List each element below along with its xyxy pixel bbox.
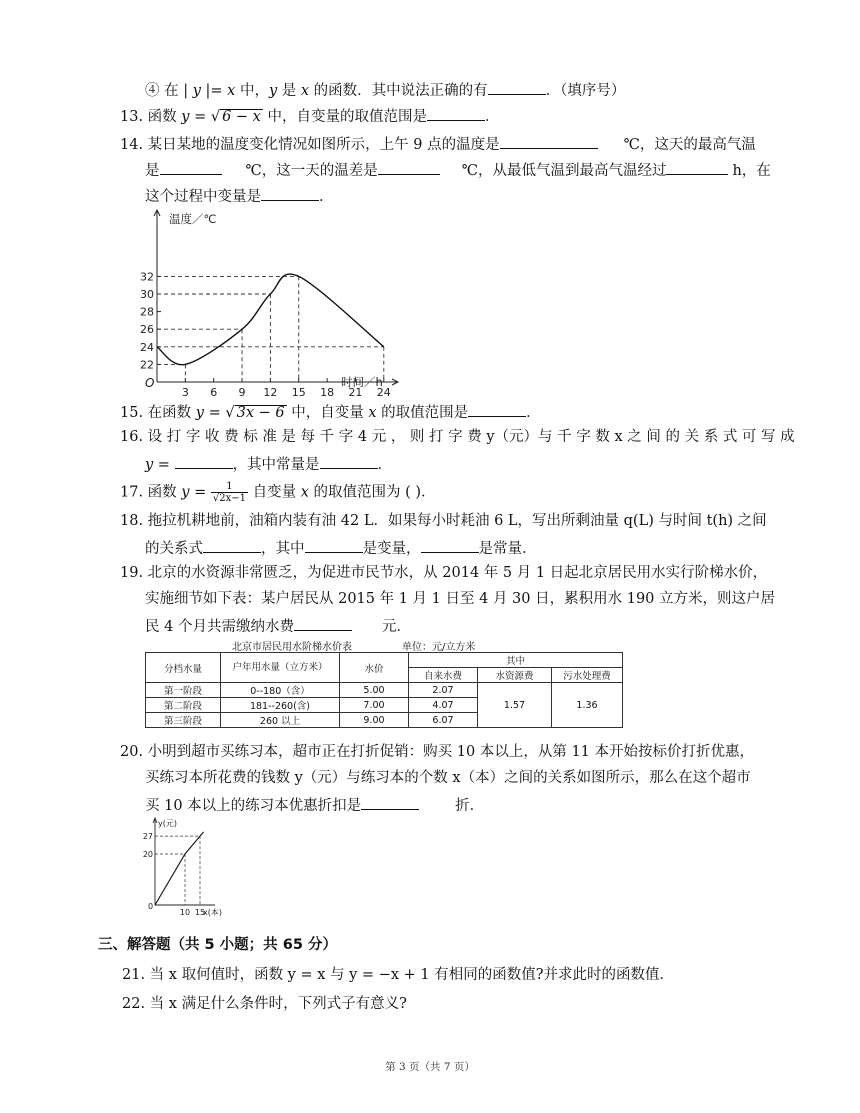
radicand: 3x − 6 bbox=[236, 405, 285, 421]
text: 是常量． bbox=[478, 541, 537, 557]
y-tick-label: 22 bbox=[140, 358, 154, 372]
header-sewage: 污水处理费 bbox=[552, 668, 623, 683]
answer-blank[interactable] bbox=[361, 795, 419, 810]
question-19-line3 bbox=[145, 616, 411, 636]
cell: 第一阶段 bbox=[146, 683, 221, 698]
text: 当 x 满足什么条件时，下列式子有意义? bbox=[145, 996, 407, 1012]
question-20-line1 bbox=[120, 743, 754, 761]
answer-blank[interactable] bbox=[500, 134, 598, 149]
answer-blank[interactable] bbox=[421, 538, 479, 553]
question-14-line2 bbox=[145, 160, 771, 180]
cell: 5.00 bbox=[340, 683, 409, 698]
x-axis-label: 时间／h bbox=[341, 375, 383, 389]
header-level: 分档水量 bbox=[146, 653, 221, 683]
question-16-line1 bbox=[120, 428, 795, 446]
answer-blank[interactable] bbox=[261, 186, 319, 201]
text: 中， bbox=[235, 83, 269, 99]
question-15: 15. 在函数 y = √ 3x − 6 中，自变量 x 的取值范围是 ． bbox=[120, 402, 541, 422]
question-20-line2 bbox=[145, 769, 751, 787]
text: 实施细节如下表：某户居民从 2015 年 1 月 1 日至 4 月 30 日，累积用水 190 立方米，则这户居 bbox=[145, 591, 776, 607]
cell: 第三阶段 bbox=[146, 713, 221, 728]
answer-blank[interactable] bbox=[294, 616, 352, 631]
header-resource: 水资源费 bbox=[478, 668, 552, 683]
text: 是变量， bbox=[362, 541, 421, 557]
text: 设 打 字 收 费 标 准 是 每 千 字 4 元 ， 则 打 字 费 y（元）与 千 字 数 x 之 间 的 关 系 式 可 写 成 bbox=[143, 429, 795, 445]
text: 小明到超市买练习本，超市正在打折促销：购买 10 本以上，从第 11 本开始按标价打折优惠， bbox=[143, 744, 755, 760]
text: 元． bbox=[381, 619, 411, 635]
y-tick-label: 26 bbox=[140, 323, 154, 337]
temperature-chart bbox=[135, 205, 405, 400]
math: y = bbox=[195, 405, 226, 421]
math: x bbox=[227, 83, 236, 99]
question-number: 22. bbox=[122, 996, 146, 1012]
answer-blank[interactable] bbox=[666, 160, 728, 175]
cell: 260 以上 bbox=[221, 713, 340, 728]
cell: 4.07 bbox=[409, 698, 478, 713]
math: y = bbox=[181, 109, 211, 125]
question-number: 13. bbox=[120, 109, 144, 125]
denominator: √2x−1 bbox=[212, 493, 246, 504]
origin-label: 0 bbox=[148, 902, 154, 911]
x-tick-label: 10 bbox=[179, 908, 191, 917]
answer-blank[interactable] bbox=[427, 106, 485, 121]
header-price: 水价 bbox=[340, 653, 409, 683]
text: 民 4 个月共需缴纳水费 bbox=[145, 619, 294, 635]
question-14-line1 bbox=[120, 134, 756, 154]
question-18-line2 bbox=[145, 538, 537, 558]
question-number: 19. bbox=[120, 565, 144, 581]
text: ℃，从最低气温到最高气温经过 bbox=[461, 163, 667, 179]
table-row bbox=[146, 683, 623, 698]
cell: 7.00 bbox=[340, 698, 409, 713]
y-tick-label: 32 bbox=[140, 270, 154, 284]
x-tick-label: 3 bbox=[181, 386, 189, 399]
text: 在函数 bbox=[143, 405, 196, 421]
text: 这个过程中变量是 bbox=[145, 189, 261, 205]
header-among: 其中 bbox=[409, 653, 623, 668]
y-axis-label: 温度／℃ bbox=[169, 212, 217, 226]
question-number: 16. bbox=[120, 429, 144, 445]
origin-label: O bbox=[145, 376, 155, 390]
question-number: 14. bbox=[120, 137, 144, 153]
text: 中，自变量的取值范围是 bbox=[262, 109, 427, 125]
text: ． bbox=[319, 189, 334, 205]
math: y = bbox=[181, 484, 211, 501]
math: x bbox=[300, 83, 310, 99]
header-amount: 户年用水量（立方米） bbox=[221, 653, 340, 683]
text: 买 10 本以上的练习本优惠折扣是 bbox=[145, 798, 362, 814]
answer-blank[interactable] bbox=[320, 454, 378, 469]
cell: 2.07 bbox=[409, 683, 478, 698]
text: ，其中 bbox=[261, 541, 305, 557]
y-tick-label: 27 bbox=[142, 832, 153, 842]
text: 是 bbox=[145, 163, 160, 179]
y-tick-label: 20 bbox=[142, 850, 153, 859]
question-22 bbox=[122, 995, 407, 1013]
text: ℃，这一天的温差是 bbox=[245, 163, 378, 179]
table-title: 北京市居民用水阶梯水价表 bbox=[232, 642, 352, 653]
question-20-line3 bbox=[145, 795, 484, 815]
text: ． bbox=[377, 457, 393, 473]
question-13: 13. 函数 y = √ 6 − x 中，自变量的取值范围是 ． bbox=[120, 106, 499, 126]
x-tick-label: 6 bbox=[210, 386, 218, 399]
text: 的取值范围为 ( )． bbox=[308, 484, 436, 501]
text: 自变量 bbox=[247, 484, 301, 501]
question-number: 21. bbox=[122, 967, 146, 983]
text: 买练习本所花费的钱数 y（元）与练习本的个数 x（本）之间的关系如图所示，那么在这个超市 bbox=[145, 770, 751, 786]
x-tick-label: 15 bbox=[194, 908, 206, 917]
cell: 9.00 bbox=[340, 713, 409, 728]
answer-blank[interactable] bbox=[488, 80, 546, 95]
text: ． bbox=[526, 405, 541, 421]
question-17 bbox=[120, 481, 436, 504]
question-19-line2 bbox=[145, 590, 775, 608]
text: 拖拉机耕地前，油箱内装有油 42 L．如果每小时耗油 6 L，写出所剩油量 q(L) 与时间 t(h) 之间 bbox=[143, 513, 767, 529]
text: 某日某地的温度变化情况如图所示，上午 9 点的温度是 bbox=[143, 137, 500, 153]
answer-blank[interactable] bbox=[175, 454, 233, 469]
question-number: 15. bbox=[120, 405, 144, 421]
cell: 0--180（含） bbox=[221, 683, 340, 698]
cell: 第二阶段 bbox=[146, 698, 221, 713]
header-tap: 自来水费 bbox=[409, 668, 478, 683]
text: 的关系式 bbox=[145, 541, 203, 557]
x-tick-label: 18 bbox=[320, 386, 335, 399]
question-19-line1 bbox=[120, 564, 767, 582]
x-tick-label: 12 bbox=[263, 386, 278, 399]
text: ． bbox=[484, 109, 500, 125]
answer-blank[interactable] bbox=[378, 160, 440, 175]
question-number: 18. bbox=[120, 513, 144, 529]
x-tick-label: 21 bbox=[348, 386, 363, 399]
answer-blank[interactable] bbox=[305, 538, 363, 553]
math: y = bbox=[145, 457, 175, 473]
radicand: 6 − x bbox=[222, 109, 261, 125]
x-tick-label: 24 bbox=[376, 386, 391, 399]
cell-resource-fee: 1.57 bbox=[478, 683, 552, 728]
y-tick-label: 28 bbox=[140, 305, 154, 319]
answer-blank[interactable] bbox=[468, 402, 526, 417]
page-footer: 第 3 页（共 7 页） bbox=[385, 1061, 475, 1073]
fraction bbox=[211, 481, 248, 504]
question-16-line2 bbox=[145, 454, 392, 474]
x-axis-label: x(本) bbox=[203, 908, 222, 917]
text: 的函数．其中说法正确的有 bbox=[309, 83, 488, 99]
text: ．（填序号） bbox=[545, 83, 626, 99]
section-title: 三、解答题（共 5 小题；共 65 分） bbox=[98, 937, 337, 953]
y-tick-label: 30 bbox=[140, 288, 154, 301]
text: 函数 bbox=[143, 109, 182, 125]
question-number: 20. bbox=[120, 744, 144, 760]
cell: 181--260(含) bbox=[221, 698, 340, 713]
text: 是 bbox=[277, 83, 301, 99]
numerator: 1 bbox=[211, 481, 248, 493]
cell-sewage-fee: 1.36 bbox=[552, 683, 623, 728]
math: x bbox=[368, 405, 377, 421]
text: 在 bbox=[164, 83, 184, 99]
table-unit: 单位：元/立方米 bbox=[402, 642, 476, 653]
text: ，其中常量是 bbox=[232, 457, 320, 473]
x-tick-label: 9 bbox=[238, 386, 246, 399]
answer-blank[interactable] bbox=[203, 538, 261, 553]
y-tick-label: 24 bbox=[140, 340, 154, 354]
question-number: 17. bbox=[120, 484, 144, 501]
book-price-chart bbox=[140, 815, 240, 920]
math: x bbox=[300, 484, 309, 501]
text: ℃，这天的最高气温 bbox=[623, 137, 756, 153]
circled-number: ④ bbox=[145, 83, 160, 99]
question-14-line3 bbox=[145, 186, 334, 206]
text: = bbox=[210, 83, 228, 99]
y-axis-label: y(元) bbox=[158, 819, 177, 828]
text: h，在 bbox=[732, 163, 771, 179]
x-tick-label: 15 bbox=[291, 386, 306, 399]
question-21 bbox=[122, 966, 674, 984]
answer-blank[interactable] bbox=[160, 160, 222, 175]
text: 中，自变量 bbox=[286, 405, 369, 421]
text: 北京的水资源非常匮乏，为促进市民节水，从 2014 年 5 月 1 日起北京居民用水实行阶梯水价， bbox=[143, 565, 768, 581]
text: 函数 bbox=[143, 484, 182, 501]
text: 的取值范围是 bbox=[376, 405, 469, 421]
statement-4 bbox=[145, 80, 625, 100]
math: y bbox=[268, 83, 278, 99]
price-line bbox=[155, 832, 204, 905]
water-price-table bbox=[145, 652, 623, 728]
cell: 6.07 bbox=[409, 713, 478, 728]
text: 当 x 取何值时，函数 y = x 与 y = −x + 1 有相同的函数值?并求此时的函数值． bbox=[145, 967, 674, 983]
text: 折． bbox=[455, 798, 485, 814]
math: | y | bbox=[183, 83, 211, 99]
question-18-line1 bbox=[120, 512, 767, 530]
